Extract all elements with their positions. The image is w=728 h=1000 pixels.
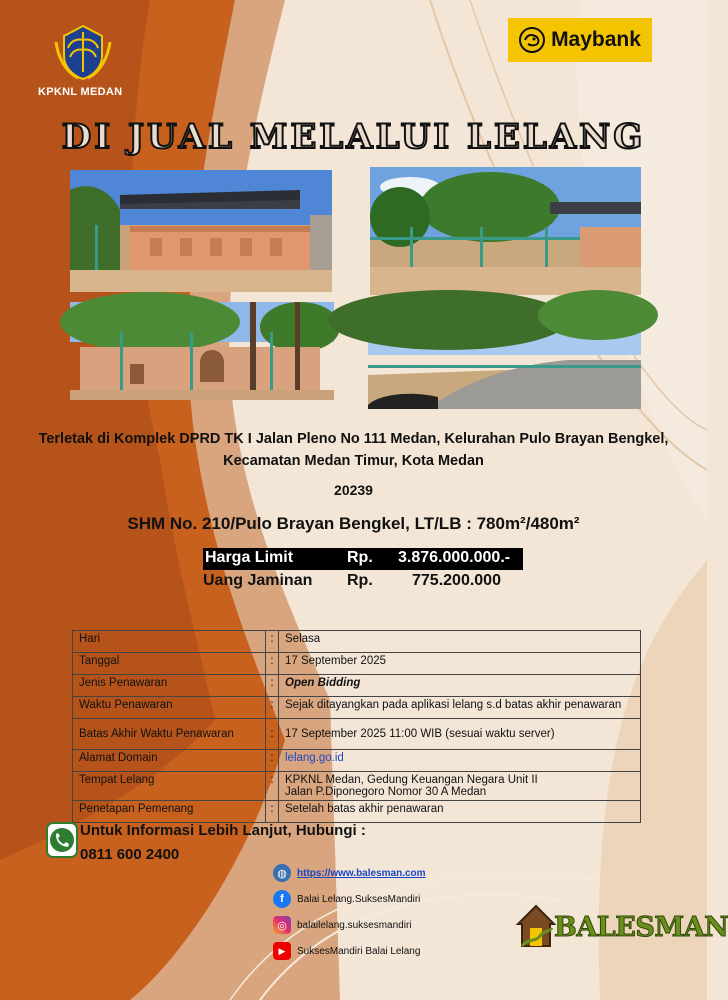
facebook-name[interactable]: Balai Lelang.SuksesMandiri [297,893,421,905]
property-photo-4 [368,305,641,409]
postal-code: 20239 [334,482,373,498]
row-sep: : [266,653,279,675]
row-value: Selasa [279,631,641,653]
certificate-info: SHM No. 210/Pulo Brayan Bengkel, LT/LB : 780m²/480m² [127,514,580,533]
maybank-logo [508,18,652,62]
table-row [73,675,641,697]
row-value: 17 September 2025 [279,653,641,675]
address-line-2: Kecamatan Medan Timur, Kota Medan [223,453,484,469]
deposit-currency: Rp. [347,572,373,589]
social-instagram [273,916,412,934]
limit-label: Harga Limit [205,549,294,566]
table-row [73,719,641,750]
maybank-tiger-icon [519,27,545,53]
property-photo-3 [70,302,334,400]
youtube-icon: ▶ [273,942,291,960]
social-website [273,864,426,882]
kemenkeu-emblem-icon [52,22,114,82]
table-row [73,653,641,675]
row-value: Open Bidding [279,675,641,697]
social-facebook [273,890,420,908]
contact-phone[interactable]: 0811 600 2400 [80,846,180,863]
row-value: 17 September 2025 11:00 WIB (sesuai waktu server) [279,719,641,750]
table-row [73,801,641,823]
table-row [73,697,641,719]
phone-icon [46,822,78,858]
social-youtube [273,942,420,960]
row-sep: : [266,675,279,697]
table-row [73,750,641,772]
deposit-label: Uang Jaminan [203,572,313,589]
limit-currency: Rp. [347,549,373,566]
row-value: KPKNL Medan, Gedung Keuangan Negara Unit II [285,774,538,786]
row-sep: : [266,697,279,719]
deposit-value: 775.200.000 [412,572,501,589]
property-photo-1 [70,170,332,292]
row-sep: : [266,750,279,772]
website-link[interactable]: https://www.balesman.com [297,867,426,879]
row-label: Tempat Lelang [73,772,266,801]
row-label: Tanggal [73,653,266,675]
property-address [30,428,677,472]
row-label: Penetapan Pemenang [73,801,266,823]
row-sep: : [266,719,279,750]
limit-value: 3.876.000.000.- [398,549,511,566]
page-title: DI JUAL MELALUI LELANG [61,117,646,157]
row-value: Setelah batas akhir penawaran [279,801,641,823]
facebook-icon: f [273,890,291,908]
row-label: Alamat Domain [73,750,266,772]
youtube-name[interactable]: SuksesMandiri Balai Lelang [297,945,421,957]
row-value: Sejak ditayangkan pada aplikasi lelang s.d batas akhir penawaran [279,697,641,719]
property-photo-2 [370,167,641,295]
row-sep: : [266,801,279,823]
row-label: Batas Akhir Waktu Penawaran [73,719,266,750]
address-line-1: Terletak di Komplek DPRD TK I Jalan Pleno No 111 Medan, Kelurahan Pulo Brayan Bengkel, [38,431,669,447]
org-name: KPKNL MEDAN [38,86,123,98]
row-label: Hari [73,631,266,653]
bank-name: Maybank [551,28,641,51]
row-label: Jenis Penawaran [73,675,266,697]
row-label: Waktu Penawaran [73,697,266,719]
table-row [73,631,641,653]
row-value-line-2: Jalan P.Diponegoro Nomor 30 A Medan [285,786,487,798]
instagram-icon: ◎ [273,916,291,934]
globe-icon: ◍ [273,864,291,882]
row-sep: : [266,631,279,653]
row-sep: : [266,772,279,801]
table-row [73,772,641,801]
instagram-name[interactable]: balailelang.suksesmandiri [297,919,412,931]
house-icon [516,902,556,950]
auction-schedule-table [72,630,641,823]
brand-name: BALESMAN [554,912,728,943]
contact-title: Untuk Informasi Lebih Lanjut, Hubungi : [80,822,366,839]
domain-link[interactable]: lelang.go.id [285,752,344,764]
